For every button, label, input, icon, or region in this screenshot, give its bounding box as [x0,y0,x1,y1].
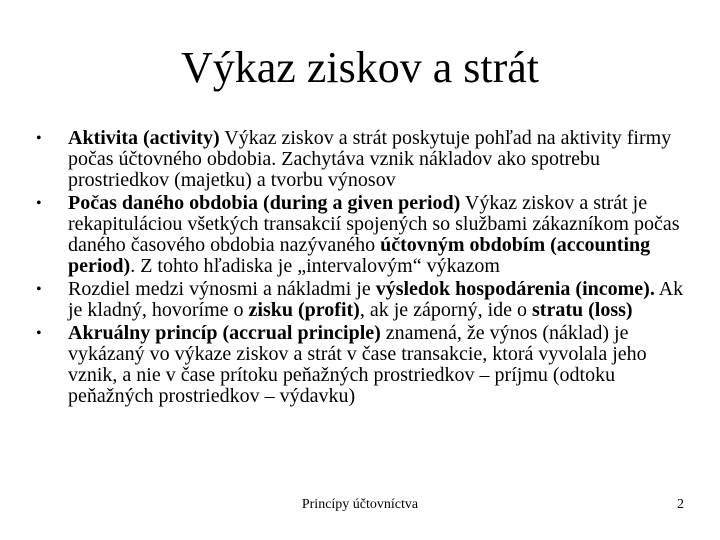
bold-text-run: účtovným obdobím (accounting period) [68,234,651,277]
bullet-text [68,278,683,321]
bullet-marker: • [36,195,42,212]
bullet-marker: • [36,130,42,147]
bullet-item [36,323,686,407]
bullet-text [68,322,647,407]
text-run: , ak je záporný, ide o [359,299,533,321]
bold-text-run: výsledok hospodárenia (income). [375,278,655,300]
footer-text: Princípy účtovníctva [301,497,419,512]
bullet-marker: • [36,281,42,298]
bullet-text [68,127,671,191]
text-run: . Z tohto hľadiska je „intervalovým“ výkazom [130,255,500,277]
text-run: znamená, že výnos (náklad) je vykázaný vo výkaze ziskov a strát v čase transakcie, ktorá vyvolala jeho vznik, a nie v čase prítoku peňažných prostriedkov – príjmu (odtoku peňažných prostriedkov – výdavku) [68,322,647,407]
bullet-item [36,279,686,321]
text-run: Výkaz ziskov a strát poskytuje pohľad na aktivity firmy počas účtovného obdobia. Zachytáva vznik nákladov ako spotrebu prostriedkov (majetku) a tvorbu výnosov [68,127,672,191]
bullet-marker: • [36,325,42,342]
bold-text-run: Aktivita (activity) [68,127,220,149]
bold-text-run: Akruálny princíp (accrual principle) [68,322,381,344]
slide-title: Výkaz ziskov a strát [181,43,539,92]
bullet-text [68,192,679,277]
text-run: Ak je kladný, hovoríme o [68,278,684,321]
bold-text-run: stratu (loss) [532,299,633,321]
bullet-list [36,128,686,409]
text-run: Výkaz ziskov a strát je rekapituláciou všetkých transakcií spojených so službami zákazníkom počas daného časového obdobia nazývaného [68,192,680,256]
page-number: 2 [677,497,684,512]
text-run: Rozdiel medzi výnosmi a nákladmi je [68,278,376,300]
bold-text-run: Počas daného obdobia (during a given period) [68,192,461,214]
bullet-item [36,128,686,191]
bold-text-run: zisku (profit) [248,299,360,321]
bullet-item [36,193,686,277]
